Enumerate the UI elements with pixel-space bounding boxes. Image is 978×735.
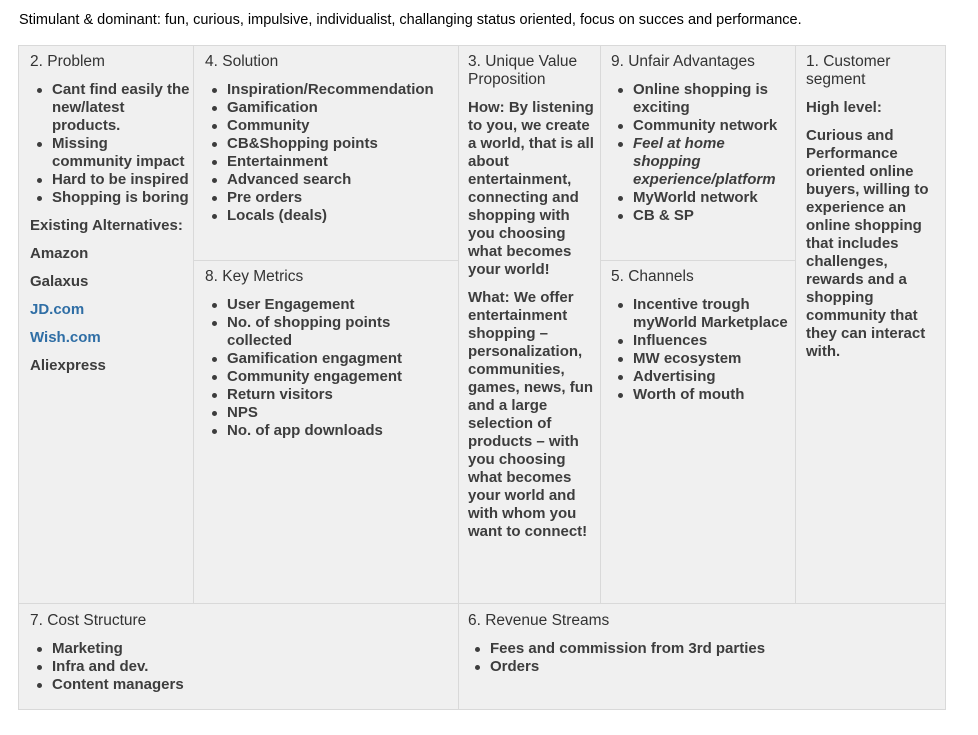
lean-canvas <box>18 45 946 710</box>
list-item: Fees and commission from 3rd parties <box>468 640 938 658</box>
revenue-streams-list <box>468 640 938 676</box>
uvp-what-text: What: We offer entertainment shopping – personalization, communities, games, news, fun and a large selection of products – with you choosing what becomes your world and with whom you want to connect! <box>468 289 594 540</box>
solution-list <box>205 81 457 225</box>
cost-structure-list <box>30 640 450 694</box>
alternative-link[interactable]: Wish.com <box>30 329 101 346</box>
grid-line <box>458 46 459 710</box>
list-item: Hard to be inspired <box>30 171 190 189</box>
uvp-block <box>468 53 596 541</box>
list-item: Missing community impact <box>30 135 190 171</box>
list-item: Feel at home shopping experience/platform <box>611 135 793 189</box>
unfair-advantages-list <box>611 81 793 225</box>
list-item: Shopping is boring <box>30 189 190 207</box>
grid-line <box>194 260 458 261</box>
list-item: Worth of mouth <box>611 386 793 404</box>
list-item: Locals (deals) <box>205 207 457 225</box>
cost-structure-title: 7. Cost Structure <box>30 612 147 629</box>
list-item: Marketing <box>30 640 450 658</box>
channels-block <box>611 268 793 404</box>
revenue-streams-title: 6. Revenue Streams <box>468 612 610 629</box>
existing-alternatives-label: Existing Alternatives: <box>30 217 183 234</box>
list-item: Community network <box>611 117 793 135</box>
list-item: Entertainment <box>205 153 457 171</box>
list-item: NPS <box>205 404 455 422</box>
canvas-header-text: Stimulant & dominant: fun, curious, impulsive, individualist, challanging status oriented, focus on succes and performance. <box>19 12 802 28</box>
key-metrics-title: 8. Key Metrics <box>205 268 304 285</box>
key-metrics-list <box>205 296 455 440</box>
list-item: CB&Shopping points <box>205 135 457 153</box>
grid-line <box>601 260 795 261</box>
list-item: Community engagement <box>205 368 455 386</box>
grid-line <box>600 46 601 603</box>
list-item: CB & SP <box>611 207 793 225</box>
list-item: Inspiration/Recommendation <box>205 81 457 99</box>
list-item: No. of app downloads <box>205 422 455 440</box>
alternative-item: Aliexpress <box>30 357 106 374</box>
list-item: Advertising <box>611 368 793 386</box>
list-item: Gamification engagment <box>205 350 455 368</box>
list-item: MW ecosystem <box>611 350 793 368</box>
customer-segment-title: 1. Customer segment <box>806 53 891 88</box>
list-item: Content managers <box>30 676 450 694</box>
solution-title: 4. Solution <box>205 53 279 70</box>
grid-line <box>193 46 194 603</box>
alternative-link[interactable]: JD.com <box>30 301 85 318</box>
list-item: Gamification <box>205 99 457 117</box>
revenue-streams-block <box>468 612 938 676</box>
cost-structure-block <box>30 612 450 694</box>
customer-segment-block <box>806 53 940 361</box>
unfair-advantages-block <box>611 53 793 225</box>
grid-line <box>795 46 796 603</box>
list-item: Online shopping is exciting <box>611 81 793 117</box>
unfair-advantages-title: 9. Unfair Advantages <box>611 53 755 70</box>
list-item: Infra and dev. <box>30 658 450 676</box>
list-item: MyWorld network <box>611 189 793 207</box>
customer-segment-text: Curious and Performance oriented online buyers, willing to experience an online shopping that includes challenges, rewards and a shopping community that they can interact with. <box>806 127 929 360</box>
list-item: Cant find easily the new/latest products. <box>30 81 190 135</box>
customer-segment-level: High level: <box>806 99 882 116</box>
problem-block <box>30 53 190 375</box>
channels-list <box>611 296 793 404</box>
solution-block <box>205 53 457 225</box>
list-item: Incentive trough myWorld Marketplace <box>611 296 793 332</box>
problem-title: 2. Problem <box>30 53 105 70</box>
channels-title: 5. Channels <box>611 268 694 285</box>
list-item: No. of shopping points collected <box>205 314 455 350</box>
list-item: Influences <box>611 332 793 350</box>
grid-line <box>19 603 945 604</box>
uvp-title: 3. Unique Value Proposition <box>468 53 578 88</box>
problem-list <box>30 81 190 207</box>
list-item: Orders <box>468 658 938 676</box>
list-item: User Engagement <box>205 296 455 314</box>
list-item: Pre orders <box>205 189 457 207</box>
list-item: Advanced search <box>205 171 457 189</box>
key-metrics-block <box>205 268 455 440</box>
list-item: Community <box>205 117 457 135</box>
alternative-item: Galaxus <box>30 273 89 290</box>
uvp-how-text: How: By listening to you, we create a world, that is all about entertainment, connecting and shopping with you choosing what becomes your world! <box>468 99 594 278</box>
alternative-item: Amazon <box>30 245 89 262</box>
list-item: Return visitors <box>205 386 455 404</box>
